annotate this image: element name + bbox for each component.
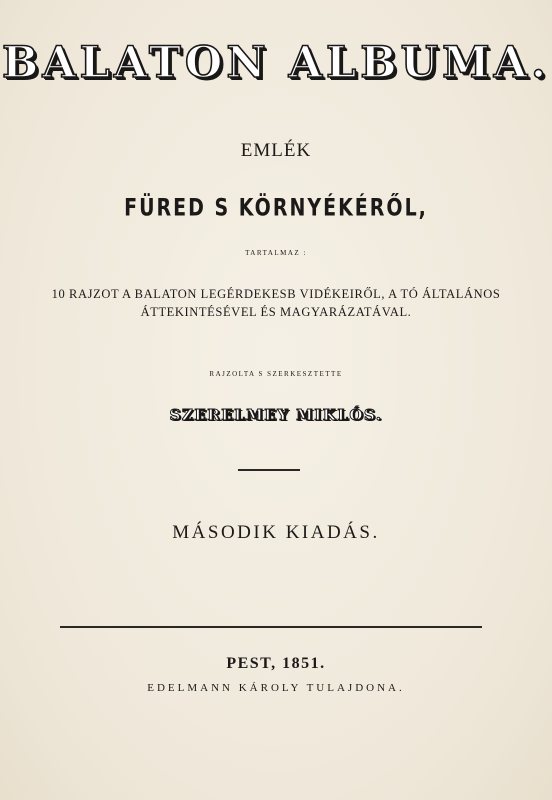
short-divider: [238, 469, 300, 471]
author-name: SZERELMEY MIKLÓS.: [169, 406, 383, 424]
description-line-1: 10 RAJZOT A BALATON LEGÉRDEKESB VIDÉKEIRŐL, A TÓ ÁLTALÁNOS: [51, 287, 501, 301]
subtitle-emlek: EMLÉK: [240, 140, 312, 161]
edition-label: MÁSODIK KIADÁS.: [172, 522, 380, 543]
publisher: EDELMANN KÁROLY TULAJDONA.: [147, 682, 405, 694]
place-year: PEST, 1851.: [226, 655, 326, 672]
description-line-2: ÁTTEKINTÉSÉVEL ÉS MAGYARÁZATÁVAL.: [140, 305, 412, 319]
contains-label: TARTALMAZ :: [245, 249, 307, 257]
subtitle-fured: FÜRED S KÖRNYÉKÉRŐL,: [124, 194, 428, 222]
book-title: BALATON ALBUMA.: [1, 38, 551, 88]
long-divider: [60, 626, 482, 628]
drawn-by-label: RAJZOLTA S SZERKESZTETTE: [209, 370, 343, 378]
